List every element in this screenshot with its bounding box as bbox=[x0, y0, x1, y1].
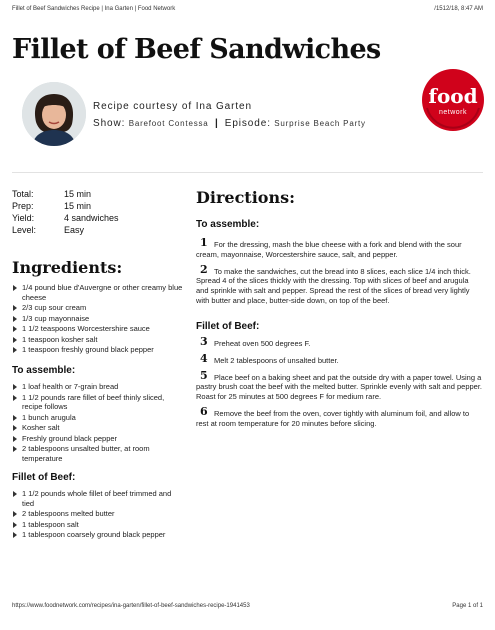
svg-text:network: network bbox=[438, 109, 468, 116]
bullet-icon bbox=[13, 436, 17, 442]
step-text: Melt 2 tablespoons of unsalted butter. bbox=[214, 355, 339, 365]
show-label: Show: bbox=[93, 118, 126, 129]
print-page-title: Fillet of Beef Sandwiches Recipe | Ina Garten | Food Network bbox=[12, 6, 176, 12]
recipe-courtesy: Recipe courtesy of Ina Garten bbox=[93, 101, 252, 112]
ingredient-item: 1/3 cup mayonnaise bbox=[12, 314, 184, 324]
direction-step bbox=[196, 368, 482, 402]
direction-step bbox=[196, 404, 482, 429]
bullet-icon bbox=[13, 285, 17, 291]
bullet-icon bbox=[13, 425, 17, 431]
meta-prep bbox=[12, 200, 119, 212]
bullet-icon bbox=[13, 511, 17, 517]
meta-label: Total: bbox=[12, 189, 34, 199]
meta-total bbox=[12, 188, 119, 200]
ingredient-item: 1 1/2 pounds whole fillet of beef trimmed and tied bbox=[12, 489, 184, 508]
episode-value: Surprise Beach Party bbox=[274, 119, 366, 128]
ingredient-item: 1/4 pound blue d'Auvergne or other creamy blue cheese bbox=[12, 283, 184, 302]
step-number: 1 bbox=[200, 236, 208, 249]
meta-label: Prep: bbox=[12, 201, 34, 211]
ingredient-item: 1 bunch arugula bbox=[12, 413, 184, 423]
bullet-icon bbox=[13, 337, 17, 343]
ingredient-item: 1 teaspoon freshly ground black pepper bbox=[12, 345, 184, 355]
step-text: For the dressing, mash the blue cheese with a fork and blend with the sour cream, mayonnaise, Worcestershire sauce, salt, and pepper. bbox=[196, 240, 462, 259]
ingredient-item: 1 tablespoon coarsely ground black pepper bbox=[12, 530, 184, 540]
assemble-ingredients-list bbox=[12, 382, 184, 464]
separator: | bbox=[214, 118, 219, 129]
direction-step bbox=[196, 236, 482, 260]
ingredient-item: 1 1/2 teaspoons Worcestershire sauce bbox=[12, 324, 184, 334]
header-divider bbox=[12, 172, 483, 173]
meta-value: 15 min bbox=[64, 189, 92, 199]
step-text: Preheat oven 500 degrees F. bbox=[214, 339, 311, 348]
meta-value: 4 sandwiches bbox=[64, 213, 119, 223]
ingredient-item: 1 loaf health or 7-grain bread bbox=[12, 382, 184, 392]
chef-avatar bbox=[22, 82, 86, 146]
assemble-steps bbox=[196, 236, 482, 313]
ingredient-item: 1 tablespoon salt bbox=[12, 520, 184, 530]
step-text: To make the sandwiches, cut the bread into 8 slices, each slice 1/4 inch thick. Spread 4 of the slices thickly with the dressing. Top with slices of beef and arugula and sprinkle with salt and pepper. Spread the rest of the slices of bread very lightly with butter and place, butter-side down, on top of the beef. bbox=[196, 266, 471, 305]
meta-label: Level: bbox=[12, 225, 37, 235]
directions-assemble-heading: To assemble: bbox=[196, 219, 260, 230]
direction-step bbox=[196, 335, 482, 349]
recipe-title: Fillet of Beef Sandwiches bbox=[12, 34, 381, 65]
food-network-logo bbox=[421, 68, 485, 132]
recipe-meta bbox=[12, 188, 119, 236]
direction-step bbox=[196, 262, 482, 306]
print-url: https://www.foodnetwork.com/recipes/ina-garten/fillet-of-beef-sandwiches-recipe-1941453 bbox=[12, 603, 250, 609]
meta-value: 15 min bbox=[64, 201, 92, 211]
fillet-steps bbox=[196, 335, 482, 436]
ingredients-heading: Ingredients: bbox=[12, 258, 123, 277]
directions-fillet-heading: Fillet of Beef: bbox=[196, 321, 260, 332]
step-number: 3 bbox=[200, 335, 208, 348]
bullet-icon bbox=[13, 384, 17, 390]
bullet-icon bbox=[13, 305, 17, 311]
ingredient-item: Freshly ground black pepper bbox=[12, 434, 184, 444]
bullet-icon bbox=[13, 446, 17, 452]
step-number: 4 bbox=[200, 351, 208, 365]
ingredient-item: Kosher salt bbox=[12, 423, 184, 433]
print-header bbox=[12, 6, 483, 18]
fillet-ingredients-list bbox=[12, 489, 184, 541]
ingredients-list bbox=[12, 283, 184, 356]
step-number: 2 bbox=[200, 262, 208, 276]
step-number: 5 bbox=[200, 368, 208, 382]
step-text: Remove the beef from the oven, cover tightly with aluminum foil, and allow to rest at room temperature for 20 minutes before slicing. bbox=[196, 408, 470, 428]
bullet-icon bbox=[13, 532, 17, 538]
svg-text:food: food bbox=[428, 84, 478, 108]
bullet-icon bbox=[13, 522, 17, 528]
bullet-icon bbox=[13, 326, 17, 332]
print-footer bbox=[12, 603, 483, 609]
step-text: Place beef on a baking sheet and pat the outside dry with a paper towel. Using a pastry brush coat the beef with the melted butter. Sprinkle evenly with salt and pepper. Roast for 25 minutes at 500 degrees F for medium rare. bbox=[196, 372, 482, 402]
ingredient-item: 2/3 cup sour cream bbox=[12, 303, 184, 313]
bullet-icon bbox=[13, 347, 17, 353]
meta-value: Easy bbox=[64, 225, 85, 235]
ingredients-assemble-heading: To assemble: bbox=[12, 365, 76, 376]
directions-heading: Directions: bbox=[196, 188, 295, 207]
ingredients-fillet-heading: Fillet of Beef: bbox=[12, 472, 76, 483]
ingredient-item: 2 tablespoons unsalted butter, at room temperature bbox=[12, 444, 184, 463]
ingredient-item: 2 tablespoons melted butter bbox=[12, 509, 184, 519]
page-number: Page 1 of 1 bbox=[452, 603, 483, 609]
bullet-icon bbox=[13, 316, 17, 322]
bullet-icon bbox=[13, 491, 17, 497]
ingredient-item: 1 1/2 pounds rare fillet of beef thinly sliced, recipe follows bbox=[12, 393, 184, 412]
direction-step bbox=[196, 351, 482, 366]
bullet-icon bbox=[13, 415, 17, 421]
meta-level bbox=[12, 224, 119, 236]
show-value: Barefoot Contessa bbox=[128, 119, 209, 128]
step-number: 6 bbox=[200, 404, 208, 418]
print-datetime: /1512/18, 8:47 AM bbox=[434, 6, 483, 12]
episode-label: Episode: bbox=[224, 118, 271, 129]
meta-yield bbox=[12, 212, 119, 224]
ingredient-item: 1 teaspoon kosher salt bbox=[12, 335, 184, 345]
show-episode-line bbox=[93, 118, 366, 129]
bullet-icon bbox=[13, 395, 17, 401]
meta-label: Yield: bbox=[12, 213, 35, 223]
